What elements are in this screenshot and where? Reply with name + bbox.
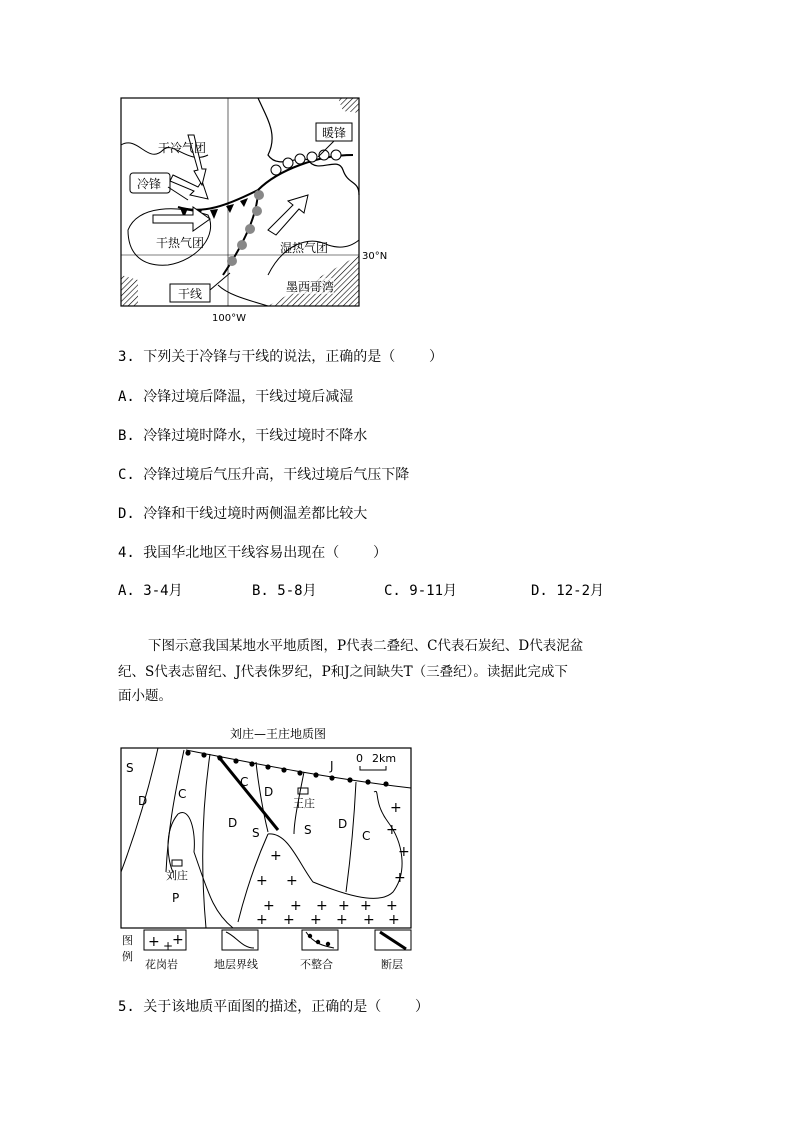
svg-text:+: + (394, 870, 406, 886)
stratum-s3: S (304, 823, 312, 837)
svg-text:+: + (270, 848, 282, 864)
svg-text:+: + (336, 912, 348, 928)
legend-boundary: 地层界线 (214, 958, 258, 971)
town-wangzhuang: 王庄 (293, 797, 315, 810)
label-hot-dry-air: 干热气团 (156, 236, 205, 250)
question-4-option-b: B. 5-8月 (252, 583, 317, 599)
svg-text:+: + (172, 932, 184, 948)
question-4-option-d: D. 12-2月 (531, 583, 605, 599)
weather-map (118, 95, 398, 325)
legend-title-top: 图 (122, 934, 133, 947)
label-cold-dry-air: 干冷气团 (158, 141, 207, 155)
svg-text:+: + (398, 844, 410, 860)
label-lat: 30°N (362, 251, 388, 262)
svg-text:+: + (256, 912, 268, 928)
svg-text:+: + (363, 912, 375, 928)
scale-zero: 0 (356, 752, 363, 765)
geologic-map-title: 刘庄—王庄地质图 (230, 727, 327, 741)
intro-line-1: 下图示意我国某地水平地质图，P代表二叠纪、C代表石炭纪、D代表泥盆 (148, 638, 584, 654)
svg-text:+: + (310, 912, 322, 928)
svg-text:+: + (163, 939, 174, 953)
label-lon: 100°W (212, 313, 246, 324)
question-5-stem: 5. 关于该地质平面图的描述，正确的是（ ） (118, 999, 429, 1015)
label-humid-hot-air: 湿热气团 (280, 241, 329, 255)
question-4-option-c: C. 9-11月 (384, 583, 458, 599)
svg-text:+: + (290, 898, 302, 914)
svg-text:+: + (390, 800, 402, 816)
label-cold-front: 冷锋 (137, 177, 162, 191)
stratum-d1: D (138, 794, 148, 808)
stratum-j: J (330, 759, 334, 773)
svg-text:+: + (338, 898, 350, 914)
svg-text:+: + (286, 873, 298, 889)
legend-title-bottom: 例 (122, 950, 133, 963)
svg-text:+: + (386, 822, 398, 838)
town-liuzhuang: 刘庄 (166, 869, 188, 882)
svg-text:+: + (386, 898, 398, 914)
geologic-map (118, 722, 418, 972)
question-4-option-a: A. 3-4月 (118, 583, 183, 599)
label-gulf: 墨西哥湾 (286, 280, 335, 294)
question-3-option-c: C. 冷锋过境后气压升高，干线过境后气压下降 (118, 467, 410, 483)
question-3-option-a: A. 冷锋过境后降温，干线过境后减湿 (118, 389, 354, 405)
question-3-option-d: D. 冷锋和干线过境时两侧温差都比较大 (118, 506, 368, 522)
svg-text:+: + (283, 912, 295, 928)
legend-granite: 花岗岩 (145, 958, 178, 971)
stratum-c1: C (178, 787, 187, 801)
svg-text:+: + (148, 934, 160, 950)
legend-fault: 断层 (381, 958, 403, 971)
svg-text:+: + (360, 898, 372, 914)
svg-text:+: + (388, 912, 400, 928)
label-dry-line: 干线 (178, 287, 203, 301)
stratum-c3: C (362, 829, 371, 843)
intro-line-2: 纪、S代表志留纪、J代表侏罗纪，P和J之间缺失T（三叠纪）。读据此完成下 (118, 664, 568, 680)
stratum-s1: S (126, 761, 134, 775)
stratum-d2: D (264, 785, 274, 799)
legend-unconformity: 不整合 (300, 958, 333, 971)
question-4-stem: 4. 我国华北地区干线容易出现在（ ） (118, 545, 388, 561)
svg-text:+: + (316, 898, 328, 914)
scale-km: 2km (372, 752, 397, 765)
question-3-stem: 3. 下列关于冷锋与干线的说法，正确的是（ ） (118, 349, 443, 365)
stratum-p: P (172, 891, 180, 905)
stratum-c2: C (240, 775, 249, 789)
svg-text:+: + (256, 873, 268, 889)
question-3-option-b: B. 冷锋过境时降水，干线过境时不降水 (118, 428, 368, 444)
stratum-d3: D (228, 816, 238, 830)
svg-text:+: + (263, 898, 275, 914)
intro-line-3: 面小题。 (118, 688, 172, 704)
stratum-s2: S (252, 826, 260, 840)
stratum-d4: D (338, 817, 348, 831)
label-warm-front: 暖锋 (322, 126, 347, 140)
